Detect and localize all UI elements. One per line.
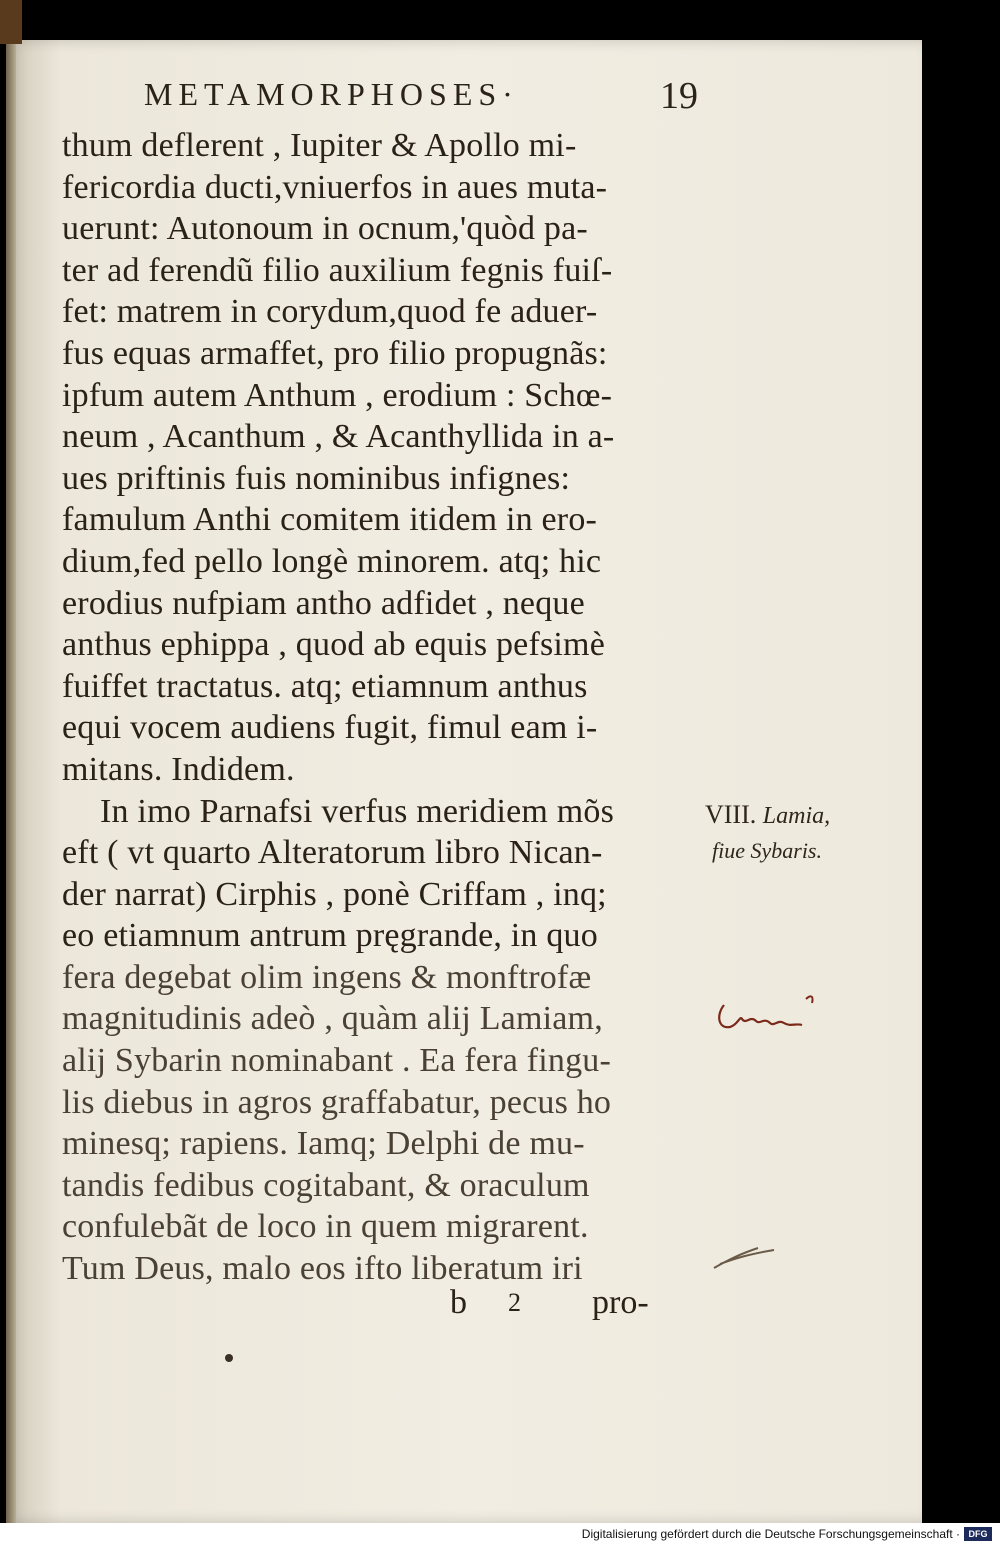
page-number: 19 — [660, 75, 698, 117]
text-line: equi vocem audiens fugit, fimul eam i- — [62, 709, 598, 747]
text-line: erodius nufpiam antho adfidet , neque — [62, 584, 585, 622]
text-line: famulum Anthi comitem itidem in ero- — [62, 501, 598, 539]
text-line: lis diebus in agros graffabatur, pecus ho — [62, 1083, 612, 1121]
catchword: pro- — [592, 1284, 649, 1321]
text-line: eft ( vt quarto Alteratorum libro Nican- — [62, 834, 603, 872]
binding-corner — [0, 0, 22, 44]
handwritten-mark-icon — [710, 1238, 780, 1278]
text-line: dium,fed pello longè minorem. atq; hic — [62, 542, 602, 580]
signature-line — [450, 1284, 710, 1326]
text-line: der narrat) Cirphis , ponè Criffam , inq; — [62, 875, 607, 913]
digitization-footer — [0, 1523, 1000, 1545]
text-line: thum deflerent , Iupiter & Apollo mi- — [62, 127, 577, 164]
text-line: fet: matrem in corydum,quod fe aduer- — [62, 293, 598, 331]
text-line: ues priftinis fuis nominibus infignes: — [62, 459, 571, 497]
dfg-logo: DFG — [964, 1527, 992, 1541]
footer-credit: Digitalisierung gefördert durch die Deutsche Forschungsgemeinschaft · — [581, 1527, 960, 1541]
text-line: fericordia ducti,vniuerfos in aues muta- — [62, 168, 608, 206]
scan-border — [922, 40, 1000, 1523]
margin-note-numeral: VIII. — [705, 800, 757, 829]
handwritten-annotation-icon — [712, 985, 822, 1045]
paragraph-2 — [62, 791, 702, 1290]
text-line: fuiffet tractatus. atq; etiamnum anthus — [62, 667, 588, 705]
text-line: alij Sybarin nominabant . Ea fera fingu- — [62, 1042, 611, 1080]
text-line: tandis fedibus cogitabant, & oraculum — [62, 1166, 590, 1204]
text-line: magnitudinis adeò , quàm alij Lamiam, — [62, 1000, 603, 1038]
text-line: mitans. Indidem. — [62, 750, 295, 788]
text-line: ipfum autem Anthum , erodium : Schœ- — [62, 376, 613, 414]
text-line: fus equas armaffet, pro filio propugnãs: — [62, 334, 608, 372]
margin-note-heading — [705, 800, 830, 830]
text-line: ter ad ferendũ filio auxilium fegnis fuiſ- — [62, 251, 613, 289]
paragraph-1 — [62, 125, 702, 791]
text-line: eo etiamnum antrum pręgrande, in quo — [62, 917, 598, 955]
running-title: METAMORPHOSES· — [144, 76, 519, 112]
margin-note-title: Lamia, — [762, 803, 831, 829]
text-line: fera degebat olim ingens & monftrofæ — [62, 958, 592, 996]
margin-note-subtitle: fiue Sybaris. — [712, 838, 822, 863]
text-line: anthus ephippa , quod ab equis pefsimè — [62, 626, 605, 664]
page-header — [60, 76, 700, 126]
text-line: In imo Parnafsi verfus meridiem mõs — [100, 792, 615, 830]
text-line: uerunt: Autonoum in ocnum,'quòd pa- — [62, 210, 588, 248]
text-line: Tum Deus, malo eos ifto liberatum iri — [62, 1250, 583, 1288]
page-gutter-edge — [6, 40, 16, 1523]
main-text — [62, 125, 702, 1290]
signature-number: 2 — [508, 1288, 521, 1317]
text-line: confulebãt de loco in quem migrarent. — [62, 1208, 589, 1246]
text-line: neum , Acanthum , & Acanthyllida in a- — [62, 418, 615, 456]
signature-letter: b — [450, 1284, 467, 1321]
text-line: minesq; rapiens. Iamq; Delphi de mu- — [62, 1125, 585, 1163]
ink-spot — [225, 1354, 233, 1362]
